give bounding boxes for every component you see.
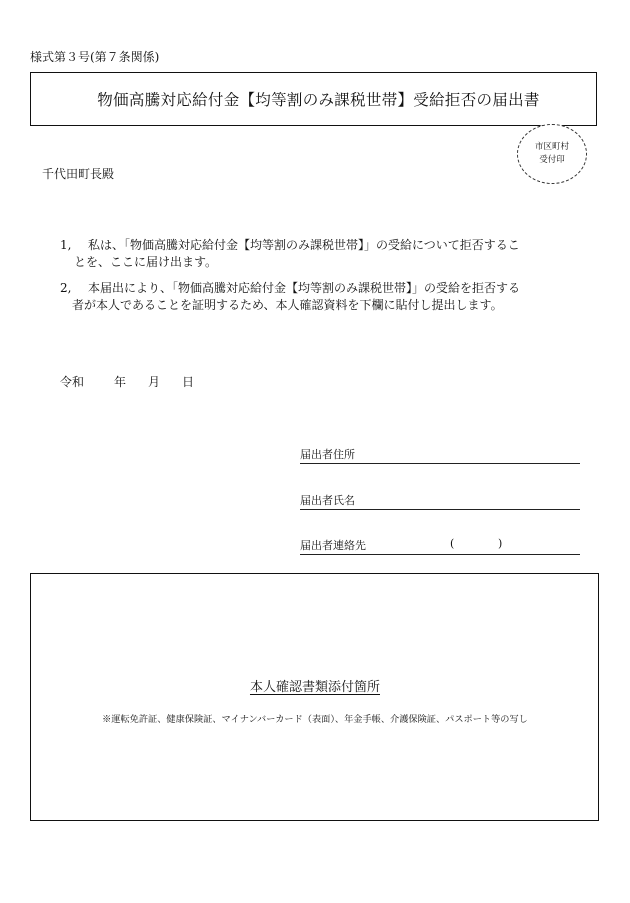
applicant-name-label: 届出者氏名 [300,494,355,507]
title-box [30,72,597,126]
date-line [60,373,194,390]
form-number: 様式第３号(第７条関係) [30,50,160,64]
item-text-line1: 私は、「物価高騰対応給付金【均等割のみ課税世帯】」の受給について拒否するこ [88,238,520,252]
reception-stamp-area [517,124,587,184]
addressee: 千代田町長殿 [42,167,115,181]
date-era: 令和 [60,375,85,389]
date-year: 年 [114,375,127,389]
item-text-line1: 本届出により、「物価高騰対応給付金【均等割のみ課税世帯】」の受給を拒否する [88,281,521,295]
item-text-line2: 者が本人であることを証明するため、本人確認資料を下欄に貼付し提出します。 [72,298,503,312]
applicant-address-field[interactable] [300,446,580,464]
item-number: 2, [60,281,72,295]
item-number: 1, [60,238,72,252]
stamp-label-line1: 市区町村 [534,142,569,152]
date-day: 日 [182,375,195,389]
attachment-title [0,676,630,695]
id-document-attachment-box [30,573,599,821]
applicant-address-label: 届出者住所 [300,448,355,461]
date-month: 月 [148,375,161,389]
area-code-paren-open: ( [450,537,455,550]
attachment-title-text: 本人確認書類添付箇所 [249,680,380,695]
applicant-contact-field[interactable] [300,537,580,555]
area-code-paren-close: ) [498,537,503,550]
applicant-name-field[interactable] [300,492,580,510]
document-title: 物価高騰対応給付金【均等割のみ課税世帯】受給拒否の届出書 [97,91,540,109]
declaration-item-2 [60,280,580,314]
declaration-item-1 [60,237,580,271]
item-text-line2: とを、ここに届け出ます。 [74,255,218,269]
stamp-label-line2: 受付印 [539,155,565,165]
attachment-note: ※運転免許証、健康保険証、マイナンバーカード（表面）、年金手帳、介護保険証、パスポート等の写し [102,714,528,725]
applicant-contact-label: 届出者連絡先 [300,539,366,552]
